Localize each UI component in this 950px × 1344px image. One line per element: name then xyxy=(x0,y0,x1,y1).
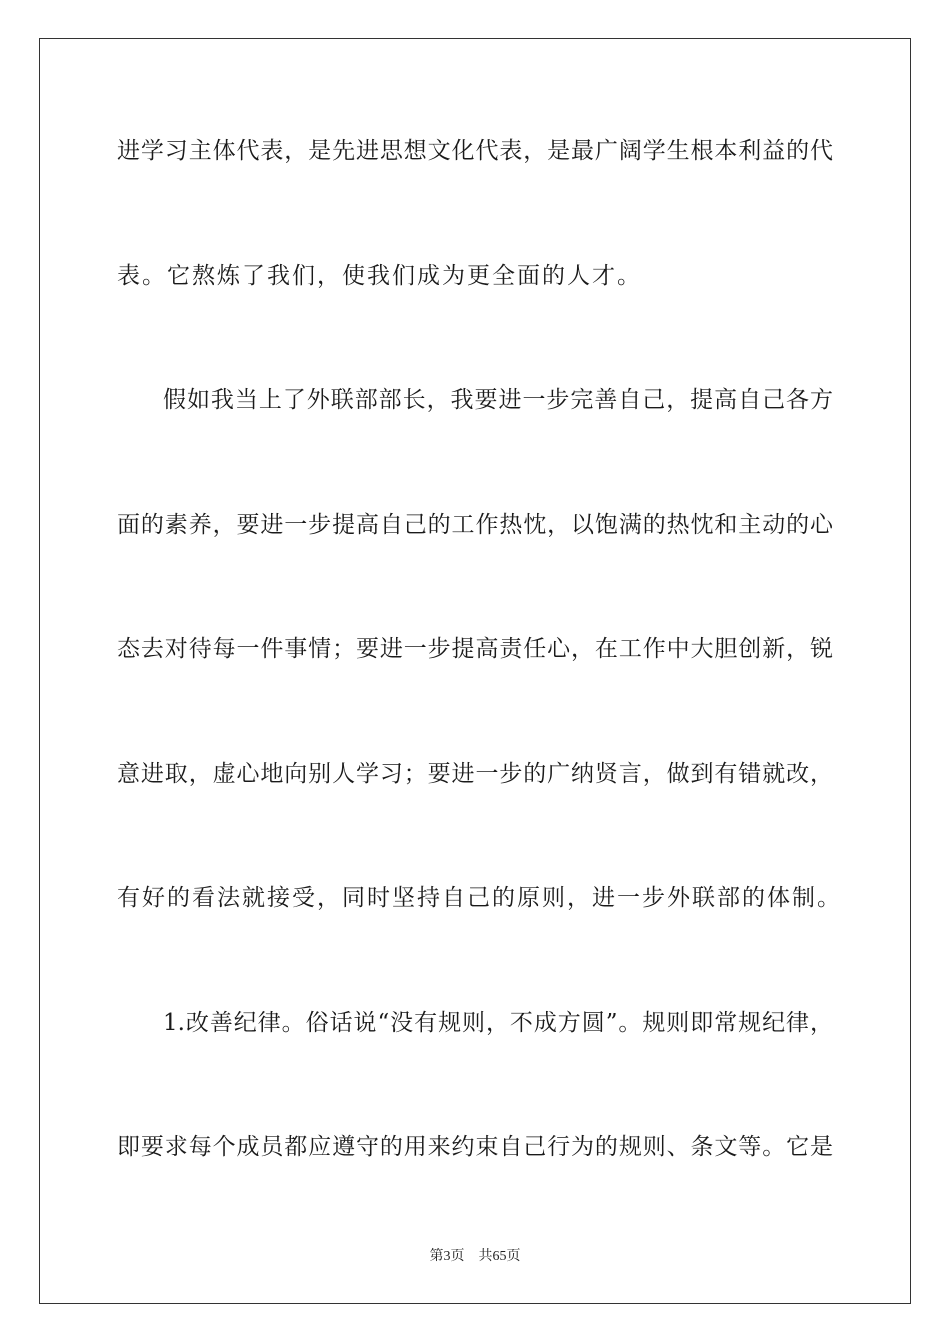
page-number: 第3页 xyxy=(429,1249,465,1264)
text-line: 意进取，虚心地向别人学习；要进一步的广纳贤言，做到有错就改， xyxy=(117,761,833,787)
page-footer xyxy=(0,1247,950,1267)
total-pages: 共65页 xyxy=(478,1249,521,1264)
text-line: 态去对待每一件事情；要进一步提高责任心，在工作中大胆创新，锐 xyxy=(117,636,833,662)
page-border xyxy=(39,38,911,1304)
text-line: 进学习主体代表，是先进思想文化代表，是最广阔学生根本利益的代 xyxy=(117,138,833,164)
text-line: 有好的看法就接受，同时坚持自己的原则，进一步外联部的体制。 xyxy=(117,885,842,911)
text-line: 表。它熬炼了我们，使我们成为更全面的人才。 xyxy=(117,263,642,289)
text-line: 面的素养，要进一步提高自己的工作热忱，以饱满的热忱和主动的心 xyxy=(117,512,833,538)
text-line: 即要求每个成员都应遵守的用来约束自己行为的规则、条文等。它是 xyxy=(117,1134,833,1160)
text-line: 1.改善纪律。俗话说“没有规则，不成方圆”。规则即常规纪律， xyxy=(163,1010,833,1036)
text-line: 假如我当上了外联部部长，我要进一步完善自己，提高自己各方 xyxy=(163,387,833,413)
